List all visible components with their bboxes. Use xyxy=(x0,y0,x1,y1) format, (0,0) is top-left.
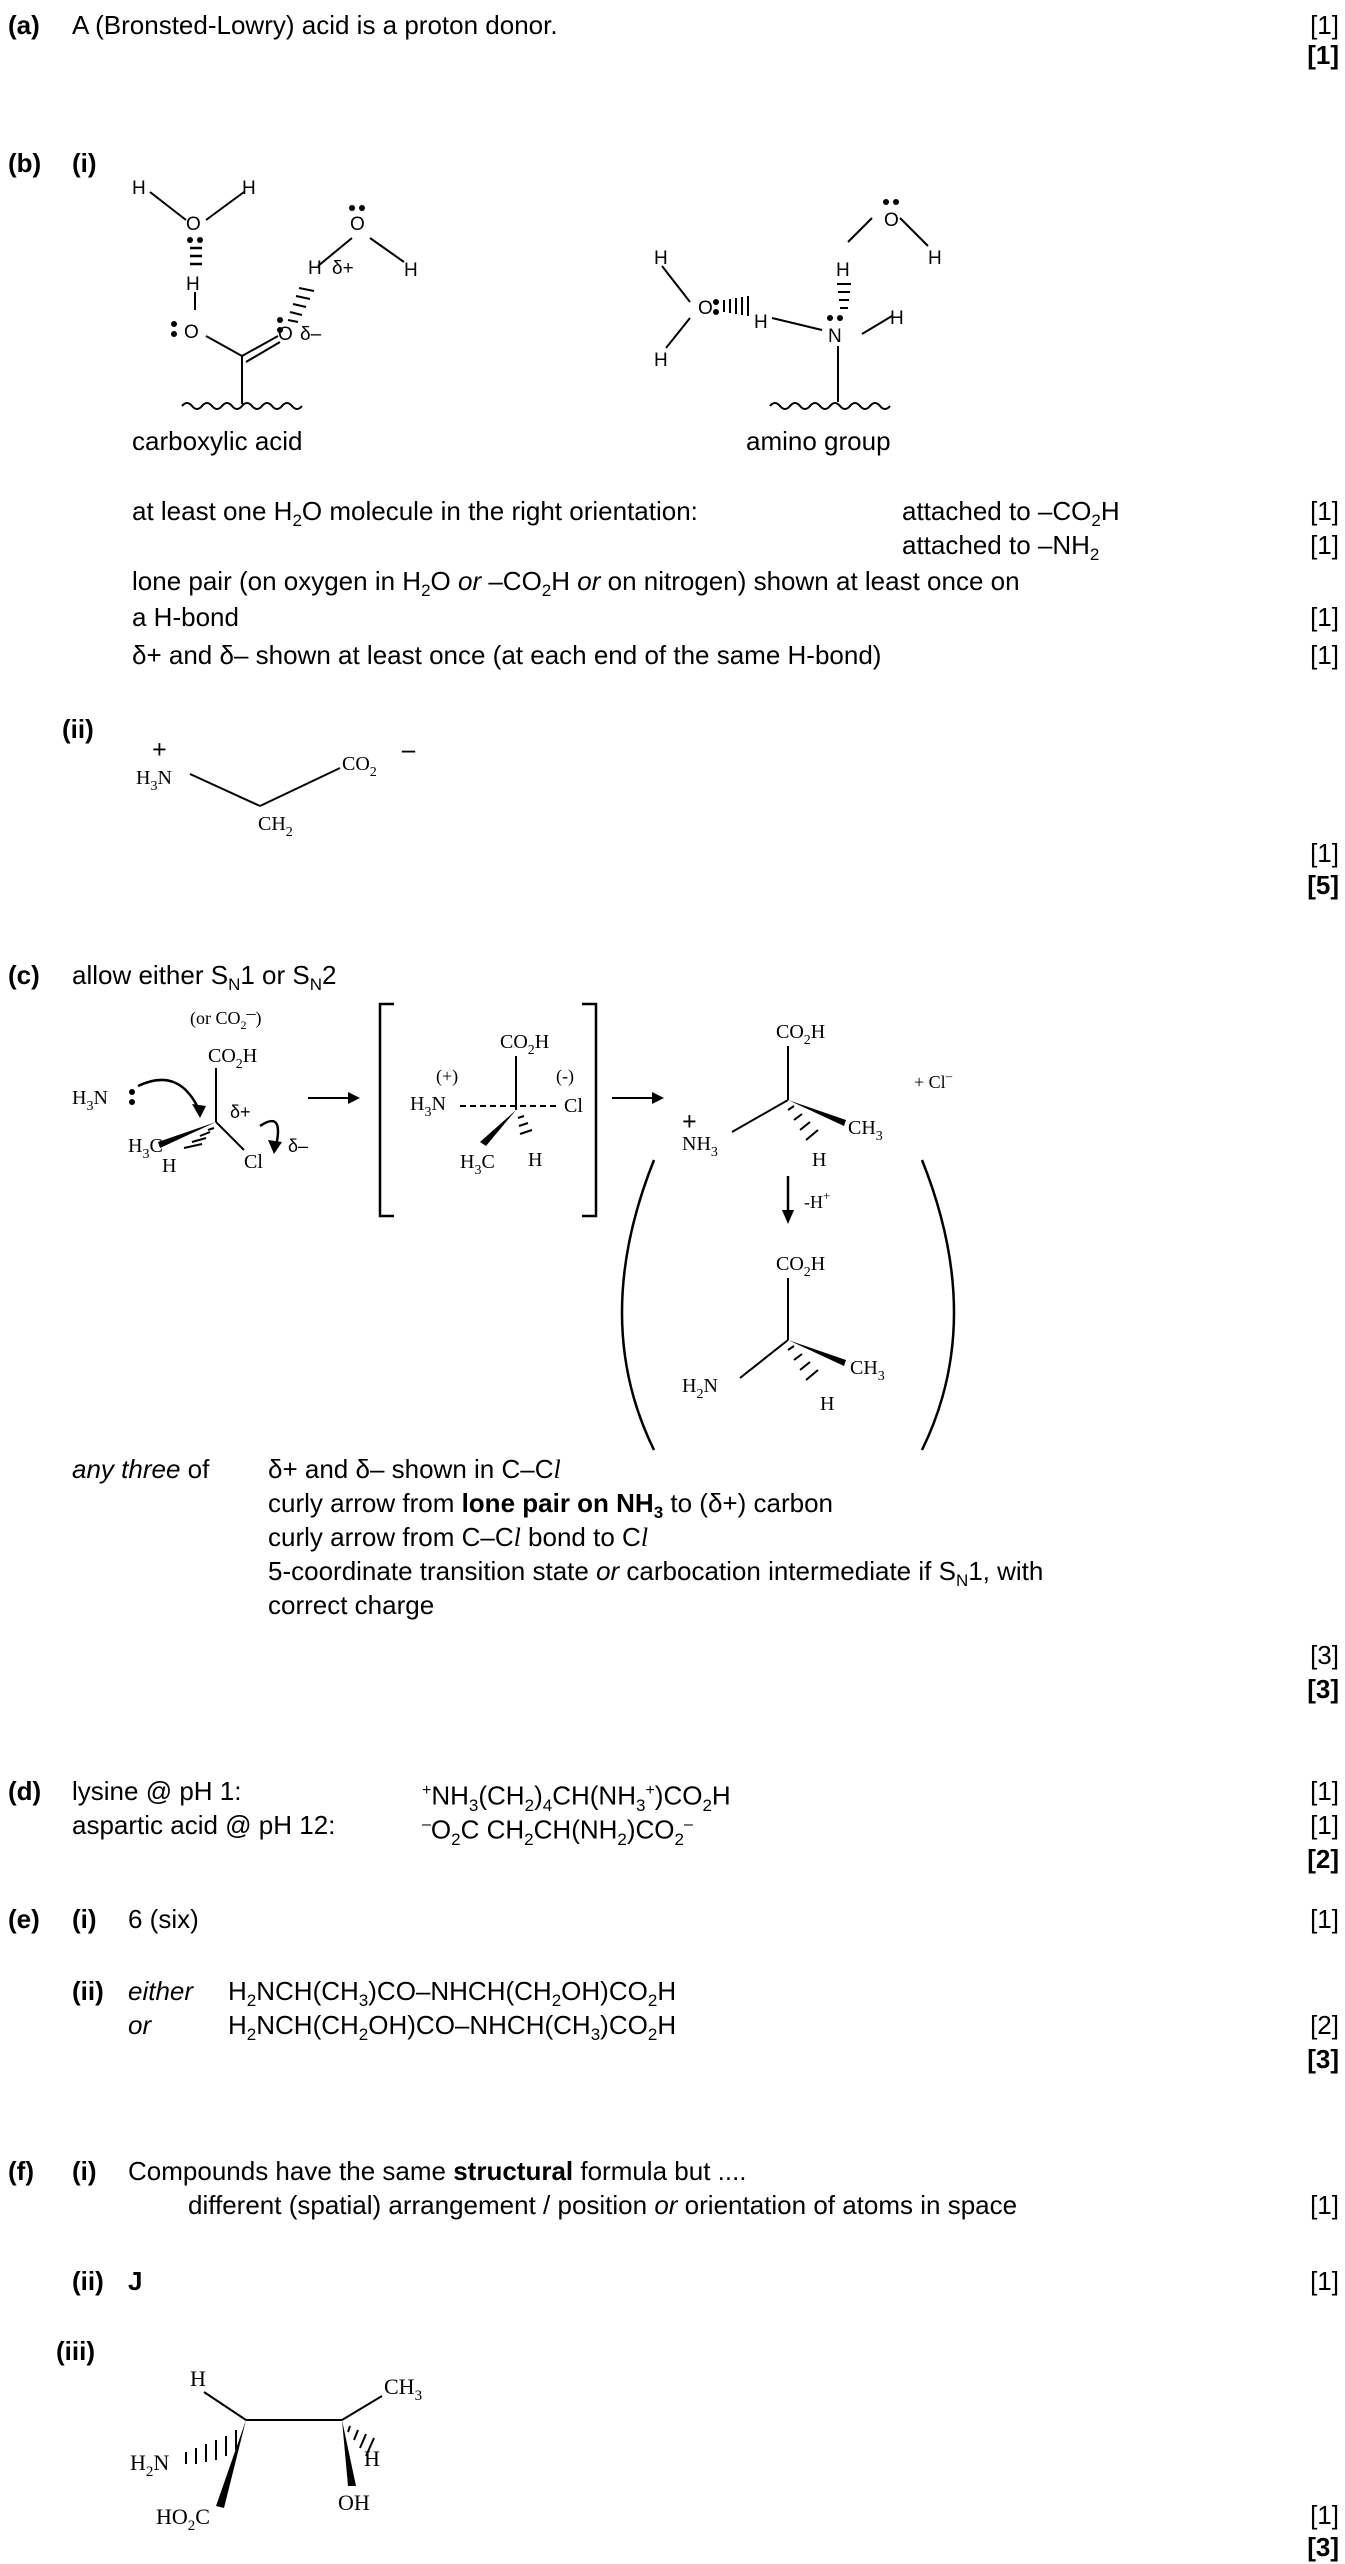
part-c-label: (c) xyxy=(8,960,40,990)
lone-pair-criterion-line2: a H-bond xyxy=(132,602,239,632)
mark-f-iii: [1] xyxy=(1310,2500,1339,2530)
part-e-i-label: (i) xyxy=(72,1904,97,1934)
svg-text:NH3: $NH_3$ xyxy=(682,1133,718,1160)
part-a-label: (a) xyxy=(8,10,40,40)
svg-text:H: H xyxy=(890,308,904,329)
mark-e-ii: [2] xyxy=(1310,2010,1339,2040)
part-f-total: [3] xyxy=(1307,2532,1339,2562)
part-f-i-label: (i) xyxy=(72,2156,97,2186)
part-f-ii-label: (ii) xyxy=(72,2266,104,2296)
part-e-ii-label: (ii) xyxy=(72,1976,104,2006)
svg-text:-H+: -H+ xyxy=(804,1188,831,1212)
part-b-label: (b) xyxy=(8,148,42,178)
aspartic-formula: $^-O_2C$ $CH_2CH(NH_2)CO_2^-$ xyxy=(422,1814,693,1849)
svg-text:H: H xyxy=(364,2446,380,2471)
dipeptide-1: $H_2NCH(CH_3)CO-NHCH(CH_2OH)CO_2H$ xyxy=(228,1976,677,2011)
svg-text:H: H xyxy=(242,178,256,199)
lone-pair-criterion: lone pair (on oxygen in $H_2O$ or $-CO_2H$ or on nitrogen) shown at least once on xyxy=(132,566,1020,601)
c-point-5: correct charge xyxy=(268,1590,435,1620)
svg-text:CH3: $CH_3$ xyxy=(850,1357,885,1384)
svg-text:H: H xyxy=(812,1149,827,1171)
svg-text:–: – xyxy=(402,735,415,764)
amino-group-caption: amino group xyxy=(746,426,891,456)
c-point-2: curly arrow from lone pair on $NH_3$ to (δ+) carbon xyxy=(268,1488,833,1523)
svg-text:HO2C: $HO_2C$ xyxy=(156,2504,210,2534)
mark-b-2: [1] xyxy=(1310,530,1339,560)
mark-b-ii: [1] xyxy=(1310,838,1339,868)
svg-text:H: H xyxy=(754,312,768,333)
part-f-i-line1: Compounds have the same structural formula but .... xyxy=(128,2156,747,2186)
svg-text:(-): (-) xyxy=(556,1066,574,1086)
svg-text:δ+: δ+ xyxy=(230,1102,251,1122)
svg-text:Cl: Cl xyxy=(564,1095,583,1117)
mark-d-1: [1] xyxy=(1310,1776,1339,1806)
c-point-4: 5-coordinate transition state or carbocation intermediate if $S_N1$, with xyxy=(268,1556,1044,1591)
svg-text:H: H xyxy=(404,260,418,281)
part-e-i-answer: 6 (six) xyxy=(128,1904,199,1934)
or-label: or xyxy=(128,2010,152,2040)
svg-text:O: O xyxy=(698,298,713,319)
stereoisomer-structure xyxy=(120,2360,480,2540)
part-c-intro: allow either $S_N1$ or $S_N2$ xyxy=(72,960,337,995)
svg-text:δ+: δ+ xyxy=(332,258,354,279)
svg-text:δ–: δ– xyxy=(300,324,322,345)
svg-text:CO2H: $CO_2H$ xyxy=(500,1031,550,1058)
svg-text:+: + xyxy=(152,735,167,764)
carboxylic-acid-hbond-diagram xyxy=(120,170,420,440)
lysine-label: lysine @ pH 1: xyxy=(72,1776,242,1806)
c-point-1: δ+ and δ– shown in C–Cl xyxy=(268,1454,561,1484)
svg-text:H3C: $H_3C$ xyxy=(460,1151,495,1178)
svg-text:H: H xyxy=(654,350,668,371)
part-b-i-label: (i) xyxy=(72,148,97,178)
svg-text:OH: OH xyxy=(338,2490,370,2515)
orientation-criterion: at least one $H_2O$ molecule in the right orientation: xyxy=(132,496,698,531)
mark-f-ii: [1] xyxy=(1310,2266,1339,2296)
svg-text:CH3: $CH_3$ xyxy=(848,1117,883,1144)
attached-nh2: attached to $-NH_2$ xyxy=(902,530,1100,565)
part-d-label: (d) xyxy=(8,1776,42,1806)
svg-text:O: O xyxy=(186,214,201,235)
svg-text:H: H xyxy=(528,1149,543,1171)
part-e-total: [3] xyxy=(1307,2044,1339,2074)
svg-text:H: H xyxy=(654,248,668,269)
svg-text:CO2H: $CO_2H$ xyxy=(776,1253,826,1280)
part-f-label: (f) xyxy=(8,2156,34,2186)
svg-text:δ–: δ– xyxy=(288,1136,309,1156)
dipeptide-2: $H_2NCH(CH_2OH)CO-NHCH(CH_3)CO_2H$ xyxy=(228,2010,677,2045)
delta-criterion: δ+ and δ– shown at least once (at each end of the same H-bond) xyxy=(132,640,882,670)
svg-text:(or CO2–): (or $CO_2-$) xyxy=(190,1003,262,1032)
svg-text:H2N: $H_2N$ xyxy=(130,2450,170,2480)
svg-text:H: H xyxy=(308,258,322,279)
part-a-total: [1] xyxy=(1307,40,1339,70)
lysine-formula: $^+NH_3(CH_2)_4CH(NH_3^+)CO_2H$ xyxy=(422,1780,731,1815)
part-b-ii-label: (ii) xyxy=(62,714,94,744)
svg-text:N: N xyxy=(828,326,842,347)
aspartic-label: aspartic acid @ pH 12: xyxy=(72,1810,336,1840)
c-point-3: curly arrow from C–Cl bond to Cl xyxy=(268,1522,649,1552)
svg-text:H: H xyxy=(928,248,942,269)
part-b-total: [5] xyxy=(1307,870,1339,900)
svg-text:H3C: $H_3C$ xyxy=(128,1135,163,1162)
sn2-mechanism-diagram xyxy=(60,1000,960,1460)
part-d-total: [2] xyxy=(1307,1844,1339,1874)
either-label: either xyxy=(128,1976,194,2006)
mark-b-3: [1] xyxy=(1310,602,1339,632)
svg-text:CH3: $CH_3$ xyxy=(384,2374,423,2404)
mark-f-i: [1] xyxy=(1310,2190,1339,2220)
svg-text:O: O xyxy=(884,210,899,231)
svg-text:H3N: $H_3N$ xyxy=(72,1087,108,1114)
part-f-i-line2: different (spatial) arrangement / position or orientation of atoms in space xyxy=(188,2190,1018,2220)
svg-text:H: H xyxy=(132,178,146,199)
mark-e-i: [1] xyxy=(1310,1904,1339,1934)
mark-b-1: [1] xyxy=(1310,496,1339,526)
mark-c: [3] xyxy=(1310,1640,1339,1670)
svg-text:CH2: $CH_2$ xyxy=(258,813,293,840)
svg-text:H: H xyxy=(836,260,850,281)
svg-text:H3N: $H_3N$ xyxy=(136,767,172,794)
svg-text:H: H xyxy=(190,2366,206,2391)
svg-text:+: + xyxy=(682,1107,697,1136)
svg-text:H: H xyxy=(162,1155,177,1177)
mark-d-2: [1] xyxy=(1310,1810,1339,1840)
svg-text:O: O xyxy=(350,214,365,235)
svg-text:CO2H: $CO_2H$ xyxy=(208,1045,258,1072)
part-f-ii-answer: J xyxy=(128,2266,143,2296)
part-a-answer: A (Bronsted-Lowry) acid is a proton donor. xyxy=(72,10,558,40)
svg-text:Cl: Cl xyxy=(244,1151,263,1173)
amino-group-hbond-diagram xyxy=(640,190,960,450)
mark-b-4: [1] xyxy=(1310,640,1339,670)
svg-text:CO2H: $CO_2H$ xyxy=(776,1021,826,1048)
svg-text:H: H xyxy=(820,1393,835,1415)
part-f-iii-label: (iii) xyxy=(56,2336,95,2366)
svg-text:O: O xyxy=(184,322,199,343)
svg-text:O: O xyxy=(278,324,293,345)
glycine-zwitterion-structure xyxy=(130,735,430,850)
part-c-total: [3] xyxy=(1307,1674,1339,1704)
svg-text:H: H xyxy=(186,274,200,295)
carboxylic-acid-caption: carboxylic acid xyxy=(132,426,303,456)
part-e-label: (e) xyxy=(8,1904,40,1934)
svg-text:H3N: $H_3N$ xyxy=(410,1093,446,1120)
svg-text:(+): (+) xyxy=(436,1066,459,1086)
any-three-label: any three of xyxy=(72,1454,210,1484)
svg-text:+ Cl–: + Cl– xyxy=(914,1068,953,1092)
svg-text:CO2: $CO_2$ xyxy=(342,753,377,780)
part-a-mark: [1] xyxy=(1310,10,1339,40)
svg-text:H2N: $H_2N$ xyxy=(682,1375,718,1402)
attached-co2h: attached to $-CO_2H$ xyxy=(902,496,1120,531)
